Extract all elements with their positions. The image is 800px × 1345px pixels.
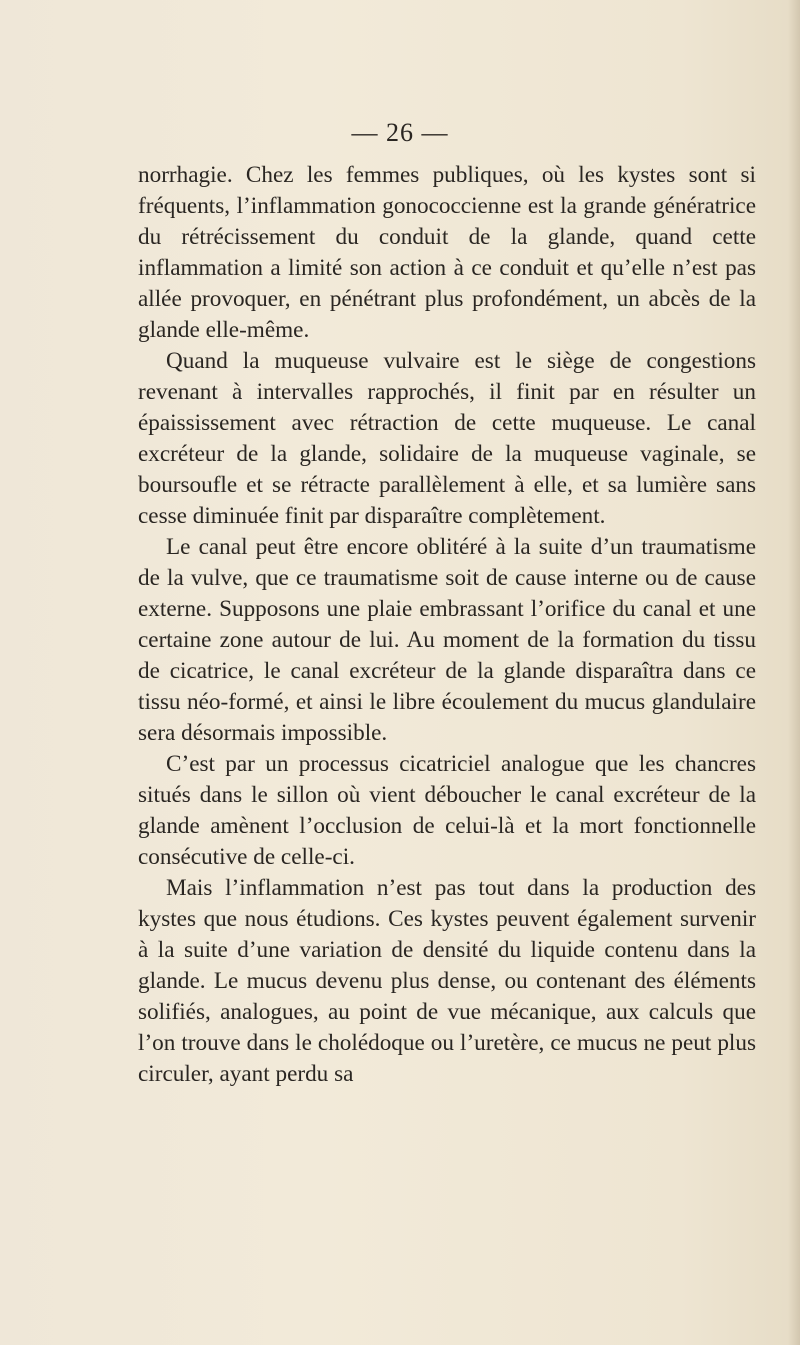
paragraph-2: Quand la muqueuse vulvaire est le siège de congestions revenant à intervalles rapprochés, il finit par en résulter un épaississement avec rétraction de cette muqueuse. Le canal excréteur de la glande, solidaire de la muqueuse vaginale, se boursoufle et se rétracte parallèlement à elle, et sa lumière sans cesse diminuée finit par disparaître complètement. [138,348,756,529]
paragraph-5: Mais l’inflammation n’est pas tout dans la production des kystes que nous étudions. Ces kystes peuvent également survenir à la suite d’une variation de densité du liquide contenu dans la glande. Le mucus devenu plus dense, ou contenant des éléments solifiés, analogues, au point de vue mécanique, aux calculs que l’on trouve dans le cholédoque ou l’uretère, ce mucus ne peut plus circuler, ayant perdu sa [138,875,756,1087]
body-text [138,160,756,1090]
paragraph-1: norrhagie. Chez les femmes publiques, où les kystes sont si fréquents, l’inflammation gonococcienne est la grande génératrice du rétrécissement du conduit de la glande, quand cette inflammation a limité son action à ce conduit et qu’elle n’est pas allée provoquer, en pénétrant plus profondément, un abcès de la glande elle-même. [138,162,756,343]
paragraph-3: Le canal peut être encore oblitéré à la suite d’un traumatisme de la vulve, que ce traumatisme soit de cause interne ou de cause externe. Supposons une plaie embrassant l’orifice du canal et une certaine zone autour de lui. Au moment de la formation du tissu de cicatrice, le canal excréteur de la glande disparaîtra dans ce tissu néo-formé, et ainsi le libre écoulement du mucus glandulaire sera désormais impossible. [138,534,756,746]
page-number: — 26 — [351,118,449,147]
paragraph-4: C’est par un processus cicatriciel analogue que les chancres situés dans le sillon où vient déboucher le canal excréteur de la glande amènent l’occlusion de celui-là et la mort fonctionnelle consécutive de celle-ci. [138,751,756,870]
page-edge-shadow [788,0,800,1345]
